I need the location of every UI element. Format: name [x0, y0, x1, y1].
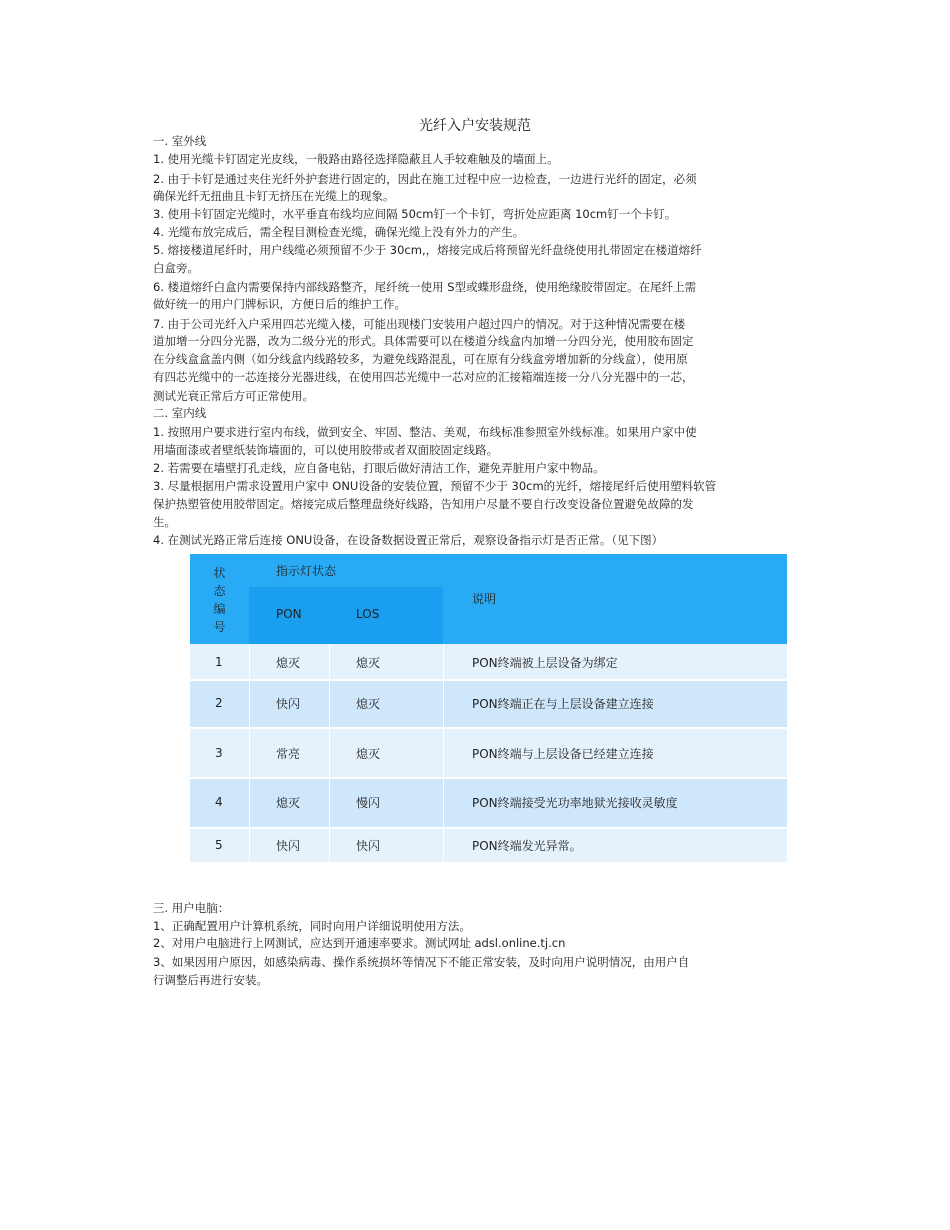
paragraph-line: 3. 尽量根据用户需求设置用户家中 ONU设备的安装位置，预留不少于 30cm的光纤，熔接尾纤后使用塑料软管	[153, 479, 717, 493]
row-los: 熄灭	[356, 655, 381, 670]
paragraph-line: 道加增一分四分光器，改为二级分光的形式。具体需要可以在楼道分线盒内加增一分四分光，使用胶布固定	[153, 334, 694, 348]
paragraph-line: 2. 由于卡钉是通过夹住光纤外护套进行固定的，因此在施工过程中应一边检查，一边进行光纤的固定，必须	[153, 172, 697, 186]
header-description: 说明	[472, 591, 497, 606]
row-description: PON终端与上层设备已经建立连接	[472, 746, 654, 761]
row-pon: 快闪	[276, 838, 301, 853]
row-id: 2	[215, 696, 223, 710]
row-id: 1	[215, 655, 223, 669]
row-pon: 熄灭	[276, 655, 301, 670]
indicator-status-table	[190, 554, 787, 862]
row-pon: 快闪	[276, 696, 301, 711]
paragraph-line: 4. 光缆布放完成后，需全程目测检查光缆，确保光缆上没有外力的产生。	[153, 225, 525, 239]
table-divider	[190, 827, 787, 829]
paragraph-line: 2. 若需要在墙壁打孔走线，应自备电钻，打眼后做好清洁工作，避免弄脏用户家中物品。	[153, 461, 605, 475]
header-indicator-group: 指示灯状态	[276, 563, 337, 578]
table-divider	[190, 679, 787, 681]
paragraph-line: 3. 使用卡钉固定光缆时，水平垂直布线均应间隔 50cm钉一个卡钉，弯折处应距离 10cm钉一个卡钉。	[153, 207, 677, 221]
document-title: 光纤入户安装规范	[419, 118, 531, 134]
row-pon: 熄灭	[276, 795, 301, 810]
paragraph-line: 行调整后再进行安装。	[153, 973, 268, 987]
table-divider	[190, 727, 787, 729]
section-heading-indoor: 二. 室内线	[153, 406, 207, 420]
paragraph-line: 1、正确配置用户计算机系统，同时向用户详细说明使用方法。	[153, 919, 471, 933]
row-id: 5	[215, 838, 223, 852]
paragraph-line: 2、对用户电脑进行上网测试，应达到开通速率要求。测试网址 adsl.online.tj.cn	[153, 936, 566, 950]
paragraph-line: 有四芯光缆中的一芯连接分光器进线，在使用四芯光缆中一芯对应的汇接箱端连接一分八分光器中的一芯，	[153, 370, 694, 384]
row-los: 熄灭	[356, 746, 381, 761]
paragraph-line: 7. 由于公司光纤入户采用四芯光缆入楼，可能出现楼门安装用户超过四户的情况。对于这种情况需要在楼	[153, 317, 686, 331]
table-divider	[443, 644, 444, 862]
paragraph-line: 1. 使用光缆卡钉固定光皮线，一般路由路径选择隐蔽且人手较难触及的墙面上。	[153, 152, 559, 166]
paragraph-line: 保护热塑管使用胶带固定。熔接完成后整理盘绕好线路，告知用户尽量不要自行改变设备位置避免故障的发	[153, 497, 694, 511]
header-char: 编	[213, 602, 226, 616]
row-los: 快闪	[356, 838, 381, 853]
table-divider	[190, 777, 787, 779]
section-heading-outdoor: 一. 室外线	[153, 134, 207, 148]
paragraph-line: 生。	[153, 515, 176, 529]
paragraph-line: 在分线盒盒盖内侧（如分线盒内线路较多，为避免线路混乱，可在原有分线盒旁增加新的分线盒），使用原	[153, 352, 688, 366]
paragraph-line: 3、如果因用户原因，如感染病毒、操作系统损坏等情况下不能正常安装，及时向用户说明情况，由用户自	[153, 955, 690, 969]
table-divider	[329, 644, 330, 862]
paragraph-line: 用墙面漆或者壁纸装饰墙面的，可以使用胶带或者双面胶固定线路。	[153, 443, 498, 457]
section-heading-computer: 三. 用户电脑：	[153, 901, 230, 915]
row-pon: 常亮	[276, 746, 301, 761]
header-char: 号	[213, 620, 226, 634]
paragraph-line: 测试光衰正常后方可正常使用。	[153, 389, 314, 403]
row-description: PON终端接受光功率地狱光接收灵敏度	[472, 795, 678, 810]
paragraph-line: 确保光纤无扭曲且卡钉无挤压在光缆上的现象。	[153, 189, 395, 203]
row-description: PON终端正在与上层设备建立连接	[472, 696, 654, 711]
paragraph-line: 做好统一的用户门牌标识，方便日后的维护工作。	[153, 297, 406, 311]
row-description: PON终端发光异常。	[472, 838, 582, 853]
header-char: 态	[213, 584, 226, 598]
table-divider	[249, 644, 250, 862]
paragraph-line: 5. 熔接楼道尾纤时，用户线缆必须预留不少于 30cm,，熔接完成后将预留光纤盘绕使用扎带固定在楼道熔纤	[153, 243, 702, 257]
paragraph-line: 4. 在测试光路正常后连接 ONU设备，在设备数据设置正常后，观察设备指示灯是否正常。（见下图）	[153, 533, 664, 547]
row-id: 4	[215, 795, 223, 809]
paragraph-line: 白盒旁。	[153, 261, 199, 275]
header-char: 状	[213, 566, 226, 580]
paragraph-line: 1. 按照用户要求进行室内布线，做到安全、牢固、整洁、美观，布线标准参照室外线标准。如果用户家中使	[153, 425, 697, 439]
row-description: PON终端被上层设备为绑定	[472, 655, 618, 670]
row-id: 3	[215, 746, 223, 760]
row-los: 慢闪	[356, 795, 381, 810]
row-los: 熄灭	[356, 696, 381, 711]
paragraph-line: 6. 楼道熔纤白盒内需要保持内部线路整齐，尾纤统一使用 S型或蝶形盘绕，使用绝缘胶带固定。在尾纤上需	[153, 280, 697, 294]
header-status-id	[190, 560, 249, 640]
header-pon: PON	[276, 607, 302, 621]
header-los: LOS	[356, 607, 380, 621]
